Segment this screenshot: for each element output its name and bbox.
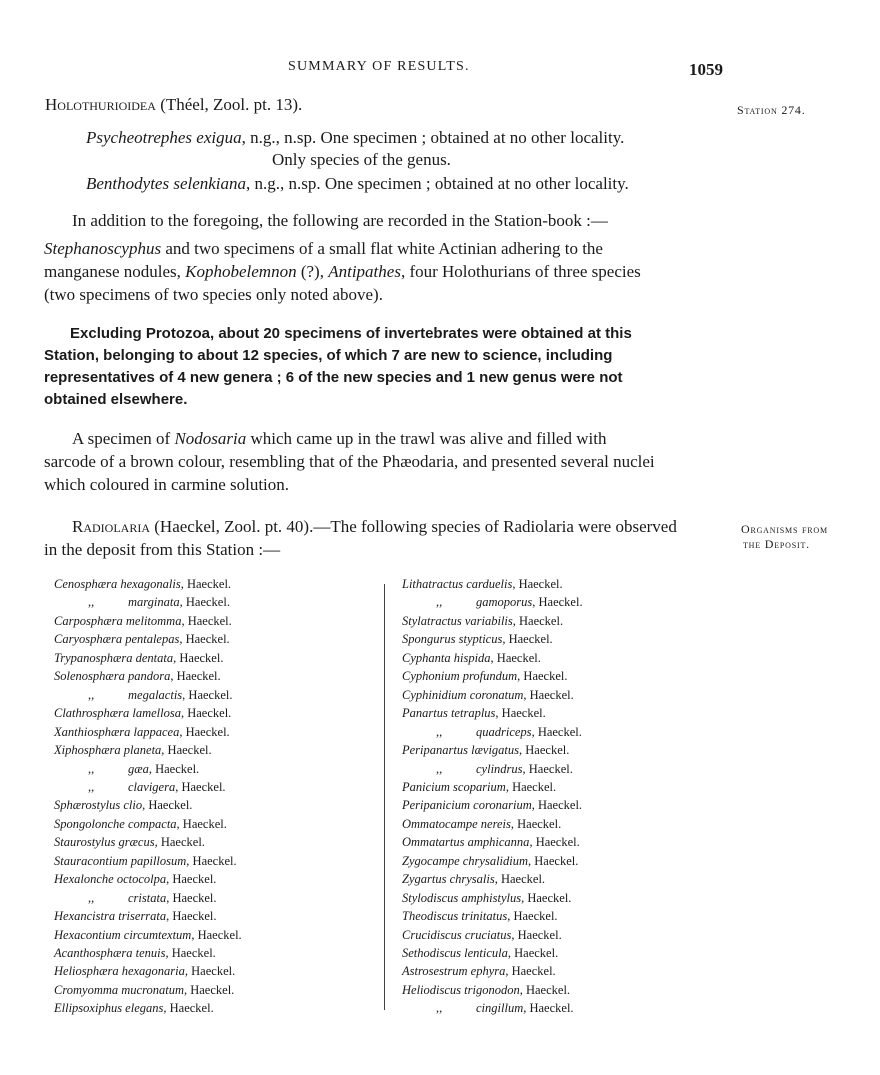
species-name: Caryosphæra pentalepas [54, 632, 180, 647]
station-book-line4: (two specimens of two species only noted above). [44, 285, 383, 304]
species-name: Clathrosphæra lamellosa [54, 706, 181, 721]
species-list-item [54, 909, 216, 924]
station-book-line2 [44, 239, 603, 259]
species-author: , Haeckel. [166, 872, 217, 887]
species-list-item [402, 946, 558, 961]
species-author: , Haeckel. [510, 816, 562, 831]
species-author: , Haeckel. [495, 706, 546, 721]
margin-note-station: Station 274. [737, 103, 806, 117]
species-name: Crucidiscus cruciatus [402, 927, 512, 942]
radiolaria-line2: in the deposit from this Station :— [44, 540, 281, 559]
species-name: Hexacontium circumtextum [54, 927, 192, 942]
ditto-mark: ,, [436, 595, 443, 610]
species-author: , Haeckel. [505, 779, 557, 794]
species-list-item [54, 595, 230, 610]
species-name: cristata [128, 890, 167, 905]
species-author: , Haeckel. [161, 743, 212, 758]
species-name: Psycheotrephes exigua [86, 128, 242, 147]
species-list-item [54, 762, 199, 777]
genus-name: Antipathes [328, 262, 401, 281]
species-list-item [54, 835, 205, 850]
species-author: , Haeckel. [529, 835, 580, 850]
species-list-item [54, 928, 242, 943]
species-author: , Haeckel. [182, 687, 233, 702]
nodosaria-line1 [72, 429, 606, 449]
species-author: , Haeckel. [181, 613, 232, 628]
species-author: , Haeckel. [184, 964, 236, 979]
species-list-item [402, 817, 561, 832]
text-segment: , four Holothurians of three species [400, 262, 641, 281]
species-name: Staurostylus græcus [54, 835, 155, 850]
species-name: Theodiscus trinitatus [402, 909, 508, 924]
margin-note-organisms [741, 522, 828, 552]
species-author: , Haeckel. [180, 577, 232, 591]
radiolaria-line1 [72, 517, 677, 537]
species-author: , Haeckel. [179, 632, 230, 647]
species-details: , n.g., n.sp. One specimen ; obtained at no other locality. [246, 174, 629, 193]
station-book-line3 [44, 262, 641, 282]
species-list-item [402, 780, 556, 795]
holothurioidea-heading [45, 95, 302, 115]
text-segment: and two specimens of a small flat white Actinian adhering to the [161, 239, 603, 258]
ditto-mark: ,, [88, 595, 95, 610]
species-name: gæa [128, 761, 149, 776]
species-list-item [402, 614, 563, 629]
species-name: Panicium scoparium [402, 779, 506, 794]
species-name: gamoporus [476, 595, 533, 610]
species-author: , Haeckel. [490, 650, 541, 665]
species-name: Benthodytes selenkiana [86, 174, 247, 193]
species-author: , Haeckel. [183, 982, 235, 997]
species-list-item [402, 762, 573, 777]
species-name: cingillum [476, 1001, 524, 1016]
species-list-item [54, 983, 234, 998]
species-author: , Haeckel. [502, 632, 553, 647]
species-list-item [402, 595, 583, 610]
species-author: , Haeckel. [175, 779, 226, 794]
species-author: , Haeckel. [191, 927, 242, 942]
species-list-item [402, 854, 578, 869]
margin-note-organisms-line2: the Deposit. [743, 537, 810, 551]
species-list-item [54, 725, 230, 740]
species-name: Lithatractus carduelis [402, 577, 513, 591]
species-list-item [402, 1001, 574, 1016]
ditto-mark: ,, [88, 687, 95, 702]
species-name: Solenosphæra pandora [54, 669, 171, 684]
species-list-item [54, 891, 217, 906]
genus-name: Stephanoscyphus [44, 239, 162, 258]
species-name: Zygocampe chrysalidium [402, 853, 529, 868]
species-list-item [402, 725, 582, 740]
species-list-item [54, 817, 227, 832]
species-author: , Haeckel. [512, 577, 563, 591]
species-name: Stauracontium papillosum [54, 853, 187, 868]
species-details: , n.g., n.sp. One specimen ; obtained at no other locality. [241, 128, 625, 147]
species-author: , Haeckel. [507, 946, 559, 960]
holothurioidea-title: Holothurioidea [45, 95, 156, 114]
species-author: , Haeckel. [517, 669, 568, 684]
species-name: Xiphosphæra planeta [54, 743, 162, 758]
text-segment: (Haeckel, Zool. pt. 40).—The following species of Radiolaria were observed [150, 517, 677, 536]
species-author: , Haeckel. [531, 798, 583, 813]
species-author: , Haeckel. [173, 650, 224, 665]
species-author: , Haeckel. [505, 964, 556, 979]
ditto-mark: ,, [436, 761, 443, 776]
species-list-item [402, 688, 574, 703]
species-name: marginata [128, 595, 180, 610]
species-name: Cenosphæra hexagonalis [54, 577, 181, 591]
species-name: Cromyomma mucronatum [54, 982, 184, 997]
species-name: Stylodiscus amphistylus [402, 890, 522, 905]
species-author: , Haeckel. [528, 853, 579, 868]
species-list-item [402, 669, 568, 684]
species-list-item [402, 577, 563, 592]
species-name: Trypanosphæra dentata [54, 650, 174, 665]
species-name: Sphærostylus clio [54, 798, 143, 813]
species-author: , Haeckel. [166, 909, 217, 924]
text-segment: A specimen of [72, 429, 175, 448]
species-list-item [54, 577, 231, 592]
species-list-item [402, 909, 558, 924]
species-name: Carposphæra melitomma [54, 613, 182, 628]
species-author: , Haeckel. [512, 613, 564, 628]
summary-line1: Excluding Protozoa, about 20 specimens of invertebrates were obtained at this [70, 325, 632, 342]
text-segment: which came up in the trawl was alive and filled with [246, 429, 607, 448]
species-list-item [402, 964, 556, 979]
species-list-item [54, 688, 233, 703]
species-entry [86, 128, 624, 148]
species-author: , Haeckel. [531, 724, 582, 739]
species-name: Sethodiscus lenticula [402, 946, 508, 960]
species-author: , Haeckel. [511, 927, 562, 942]
species-list-item [402, 632, 553, 647]
species-author: , Haeckel. [521, 890, 572, 905]
species-list-item [54, 632, 230, 647]
species-list-item [402, 743, 569, 758]
species-list-item [402, 872, 545, 887]
species-list-item [54, 872, 216, 887]
species-list-item [402, 706, 546, 721]
species-author: , Haeckel. [532, 595, 583, 610]
species-author: , Haeckel. [166, 890, 217, 905]
species-list-item [54, 669, 221, 684]
species-author: , Haeckel. [179, 595, 230, 610]
species-note: Only species of the genus. [272, 150, 451, 169]
species-name: Spongurus stypticus [402, 632, 503, 647]
species-name: Ommatocampe nereis [402, 816, 511, 831]
species-list-item [54, 964, 235, 979]
text-segment: (?), [296, 262, 329, 281]
species-name: Peripanicium coronarium [402, 798, 532, 813]
species-list-item [402, 928, 562, 943]
margin-note-organisms-line1: Organisms from [741, 522, 828, 536]
species-author: , Haeckel. [163, 1001, 214, 1016]
species-name: Hexancistra triserrata [54, 909, 167, 924]
species-list-item [402, 651, 541, 666]
genus-name: Nodosaria [174, 429, 247, 448]
species-name: clavigera [128, 779, 176, 794]
species-entry [86, 174, 629, 194]
species-name: Heliosphæra hexagonaria [54, 964, 185, 979]
species-name: Ommatartus amphicanna [402, 835, 530, 850]
ditto-mark: ,, [88, 779, 95, 794]
species-author: , Haeckel. [179, 724, 230, 739]
species-author: , Haeckel. [165, 946, 216, 960]
species-name: Cyphonium profundum [402, 669, 518, 684]
species-name: Cyphanta hispida [402, 650, 491, 665]
ditto-mark: ,, [436, 1001, 443, 1016]
species-list-item [54, 780, 226, 795]
summary-line2: Station, belonging to about 12 species, of which 7 are new to science, including [44, 347, 613, 364]
species-author: , Haeckel. [180, 706, 232, 721]
text-segment: manganese nodules, [44, 262, 186, 281]
species-name: megalactis [128, 687, 183, 702]
species-list-item [54, 798, 192, 813]
species-list-item [54, 614, 232, 629]
species-author: , Haeckel. [519, 982, 571, 997]
species-name: quadriceps [476, 724, 532, 739]
species-name: Spongolonche compacta [54, 816, 177, 831]
species-author: , Haeckel. [170, 669, 221, 684]
species-author: , Haeckel. [522, 761, 573, 776]
ditto-mark: ,, [88, 890, 95, 905]
species-author: , Haeckel. [186, 853, 237, 868]
species-name: Zygartus chrysalis [402, 872, 495, 887]
summary-line4: obtained elsewhere. [44, 391, 188, 408]
genus-name: Kophobelemnon [185, 262, 297, 281]
species-list-item [54, 946, 216, 961]
species-name: Panartus tetraplus [402, 706, 496, 721]
column-divider [384, 584, 385, 1010]
species-name: Xanthiosphæra lappacea [54, 724, 180, 739]
summary-line3: representatives of 4 new genera ; 6 of the new species and 1 new genus were not [44, 369, 623, 386]
species-list-item [54, 651, 223, 666]
species-list-item [54, 1001, 214, 1016]
species-name: Acanthosphæra tenuis [54, 946, 166, 960]
species-author: , Haeckel. [494, 872, 546, 887]
species-author: , Haeckel. [154, 835, 205, 850]
species-list-item [54, 706, 231, 721]
species-name: Stylatractus variabilis [402, 613, 513, 628]
species-list-item [402, 983, 570, 998]
species-author: , Haeckel. [519, 743, 570, 758]
ditto-mark: ,, [88, 761, 95, 776]
species-name: Ellipsoxiphus elegans [54, 1001, 164, 1016]
ditto-mark: ,, [436, 724, 443, 739]
page-number: 1059 [689, 60, 723, 79]
running-header: SUMMARY OF RESULTS. [288, 59, 470, 74]
radiolaria-title: Radiolaria [72, 517, 150, 536]
species-list-item [54, 854, 237, 869]
species-author: , Haeckel. [176, 816, 227, 831]
species-name: Heliodiscus trigonodon [402, 982, 520, 997]
species-list-item [402, 891, 571, 906]
species-list-item [402, 835, 580, 850]
species-author: , Haeckel. [523, 1001, 574, 1016]
holothurioidea-ref: (Théel, Zool. pt. 13). [160, 95, 303, 114]
species-list-item [402, 798, 582, 813]
station-book-line1: In addition to the foregoing, the following are recorded in the Station-book :— [72, 211, 608, 230]
species-name: Astrosestrum ephyra [402, 964, 506, 979]
species-author: , Haeckel. [148, 761, 200, 776]
species-name: Peripanartus lævigatus [402, 743, 520, 758]
species-author: , Haeckel. [142, 798, 193, 813]
nodosaria-line3: which coloured in carmine solution. [44, 475, 290, 494]
species-list-item [54, 743, 212, 758]
species-author: , Haeckel. [523, 687, 574, 702]
species-name: cylindrus [476, 761, 523, 776]
nodosaria-line2: sarcode of a brown colour, resembling that of the Phæodaria, and presented several nuclei [44, 452, 655, 471]
species-name: Hexalonche octocolpa [54, 872, 167, 887]
species-name: Cyphinidium coronatum [402, 687, 524, 702]
species-author: , Haeckel. [507, 909, 558, 924]
